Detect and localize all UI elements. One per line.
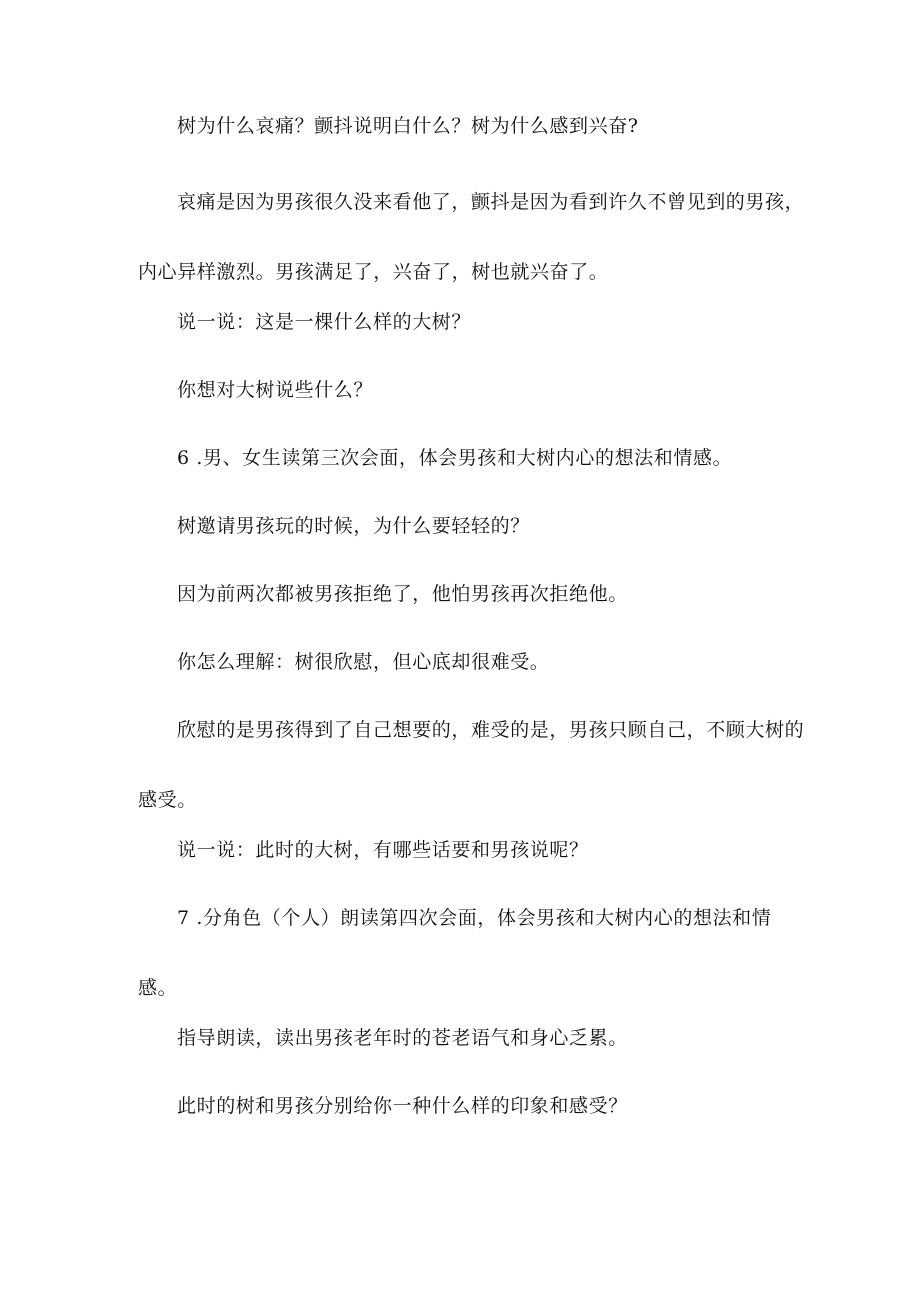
paragraph-line: 6 .男、女生读第三次会面，体会男孩和大树内心的想法和情感。 bbox=[177, 447, 733, 469]
paragraph-12 bbox=[138, 1026, 788, 1050]
paragraph-line: 7 .分角色（个人）朗读第四次会面，体会男孩和大树内心的想法和情 bbox=[177, 907, 772, 929]
paragraph-line: 此时的树和男孩分别给你一种什么样的印象和感受？ bbox=[177, 1095, 628, 1117]
paragraph-line: 树邀请男孩玩的时候，为什么要轻轻的？ bbox=[177, 515, 530, 537]
paragraph-line: 哀痛是因为男孩很久没来看他了，颤抖是因为看到许久不曾见到的男孩， bbox=[177, 191, 805, 213]
paragraph-line: 感。 bbox=[138, 977, 178, 999]
paragraph-line: 因为前两次都被男孩拒绝了，他怕男孩再次拒绝他。 bbox=[177, 583, 628, 605]
paragraph-line: 说一说：此时的大树，有哪些话要和男孩说呢？ bbox=[177, 839, 589, 861]
paragraph-line: 你怎么理解：树很欣慰，但心底却很难受。 bbox=[177, 651, 550, 673]
paragraph-line: 你想对大树说些什么？ bbox=[177, 379, 374, 401]
paragraph-5 bbox=[138, 446, 788, 470]
paragraph-line: 树为什么哀痛？颤抖说明白什么？树为什么感到兴奋? bbox=[177, 115, 639, 137]
paragraph-line: 内心异样激烈。男孩满足了，兴奋了，树也就兴奋了。 bbox=[138, 261, 609, 283]
paragraph-13 bbox=[138, 1094, 788, 1118]
paragraph-6 bbox=[138, 514, 788, 538]
paragraph-line: 欣慰的是男孩得到了自己想要的，难受的是，男孩只顾自己，不顾大树的 bbox=[177, 719, 805, 741]
paragraph-2 bbox=[138, 190, 805, 284]
paragraph-7 bbox=[138, 582, 788, 606]
paragraph-line: 说一说：这是一棵什么样的大树？ bbox=[177, 311, 472, 333]
paragraph-9 bbox=[138, 718, 805, 812]
paragraph-1 bbox=[138, 114, 788, 138]
paragraph-line: 指导朗读，读出男孩老年时的苍老语气和身心乏累。 bbox=[177, 1027, 628, 1049]
paragraph-11 bbox=[138, 906, 788, 1000]
paragraph-8 bbox=[138, 650, 788, 674]
paragraph-3 bbox=[138, 310, 788, 334]
paragraph-10 bbox=[138, 838, 788, 862]
paragraph-4 bbox=[138, 378, 788, 402]
paragraph-line: 感受。 bbox=[138, 789, 197, 811]
